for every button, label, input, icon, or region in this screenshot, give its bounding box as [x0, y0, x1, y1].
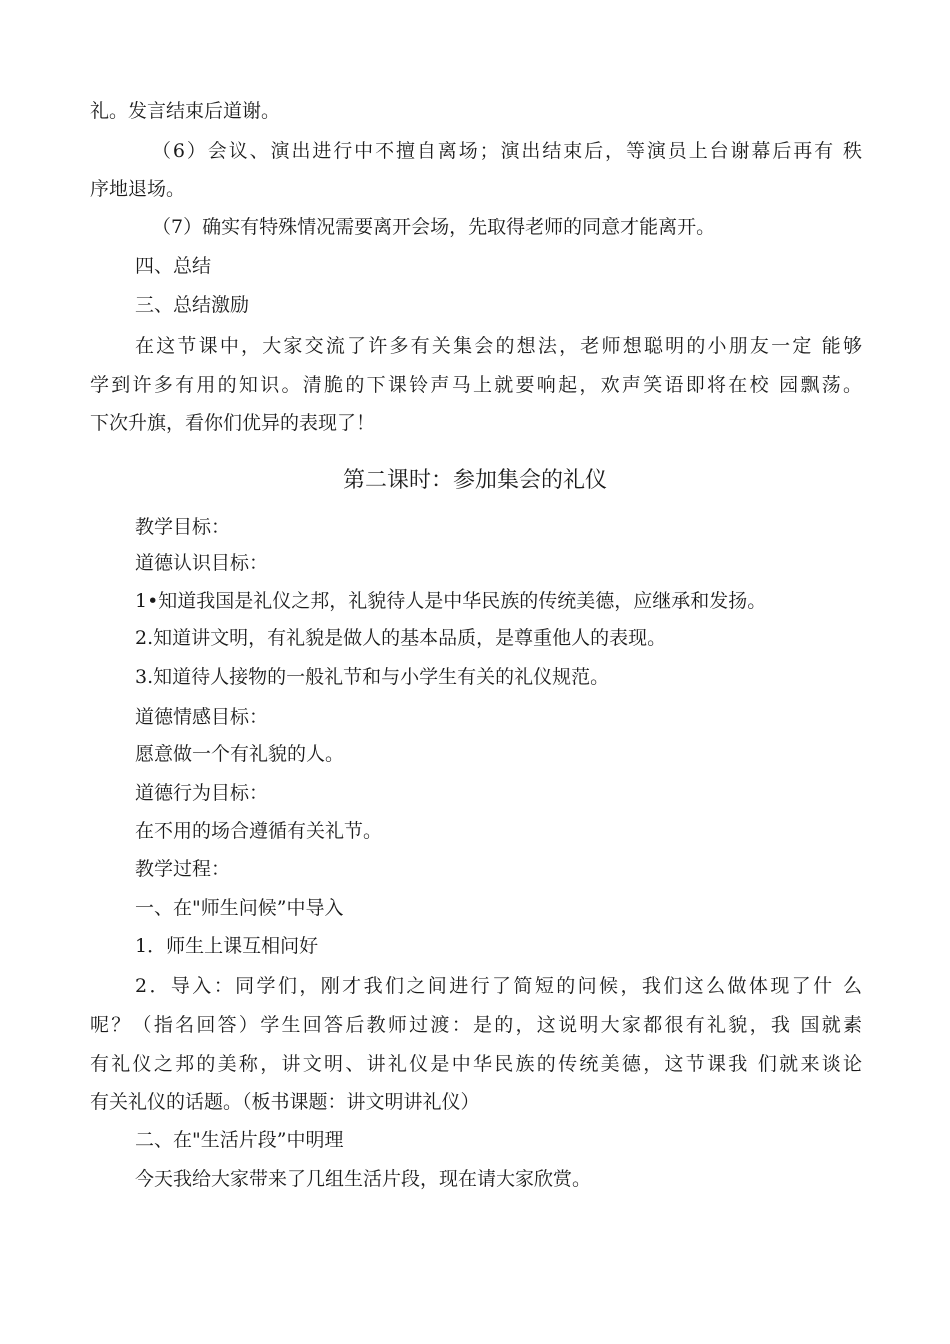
text-line: （6）会议、演出进行中不擅自离场；演出结束后，等演员上台谢幕后再有 秩	[152, 140, 862, 162]
text-line: 学到许多有用的知识。清脆的下课铃声马上就要响起，欢声笑语即将在校 园飘荡。	[90, 374, 862, 396]
text-line: 1．师生上课互相问好	[135, 935, 319, 957]
text-line: 一、在"师生问候”中导入	[135, 897, 344, 919]
text-line: 序地退场。	[90, 178, 186, 200]
text-line: 今天我给大家带来了几组生活片段，现在请大家欣赏。	[135, 1168, 592, 1190]
text-line: 教学过程：	[135, 858, 231, 880]
text-line: 下次升旗，看你们优异的表现了！	[90, 412, 376, 434]
text-line: 愿意做一个有礼貌的人。	[135, 743, 345, 765]
text-line: 礼。发言结束后道谢。	[90, 100, 281, 122]
text-line: 道德行为目标：	[135, 782, 269, 804]
text-line: 在不用的场合遵循有关礼节。	[135, 820, 383, 842]
text-line: 呢？（指名回答）学生回答后教师过渡：是的，这说明大家都很有礼貌，我 国就素	[90, 1014, 862, 1036]
text-line: 教学目标：	[135, 516, 231, 538]
text-line: 2.知道讲文明，有礼貌是做人的基本品质，是尊重他人的表现。	[135, 627, 667, 649]
section-heading: 三、总结激励	[135, 294, 250, 316]
text-line: 有礼仪之邦的美称，讲文明、讲礼仪是中华民族的传统美德，这节课我 们就来谈论	[90, 1053, 862, 1075]
text-line: 道德认识目标：	[135, 552, 269, 574]
section-heading: 二、在"生活片段”中明理	[135, 1129, 344, 1151]
text-line: 1•知道我国是礼仪之邦，礼貌待人是中华民族的传统美德，应继承和发扬。	[135, 590, 767, 612]
text-line: 有关礼仪的话题。（板书课题：讲文明讲礼仪）	[90, 1091, 480, 1113]
text-line: 3.知道待人接物的一般礼节和与小学生有关的礼仪规范。	[135, 666, 610, 688]
text-line: 2．导入：同学们，刚才我们之间进行了简短的问候，我们这么做体现了什 么	[135, 975, 862, 997]
section-heading: 四、总结	[135, 255, 212, 277]
text-line: 在这节课中，大家交流了许多有关集会的想法，老师想聪明的小朋友一定 能够	[135, 335, 862, 357]
text-line: （7）确实有特殊情况需要离开会场，先取得老师的同意才能离开。	[152, 216, 716, 238]
lesson-title: 第二课时：参加集会的礼仪	[342, 468, 607, 493]
text-line: 道德情感目标：	[135, 706, 269, 728]
